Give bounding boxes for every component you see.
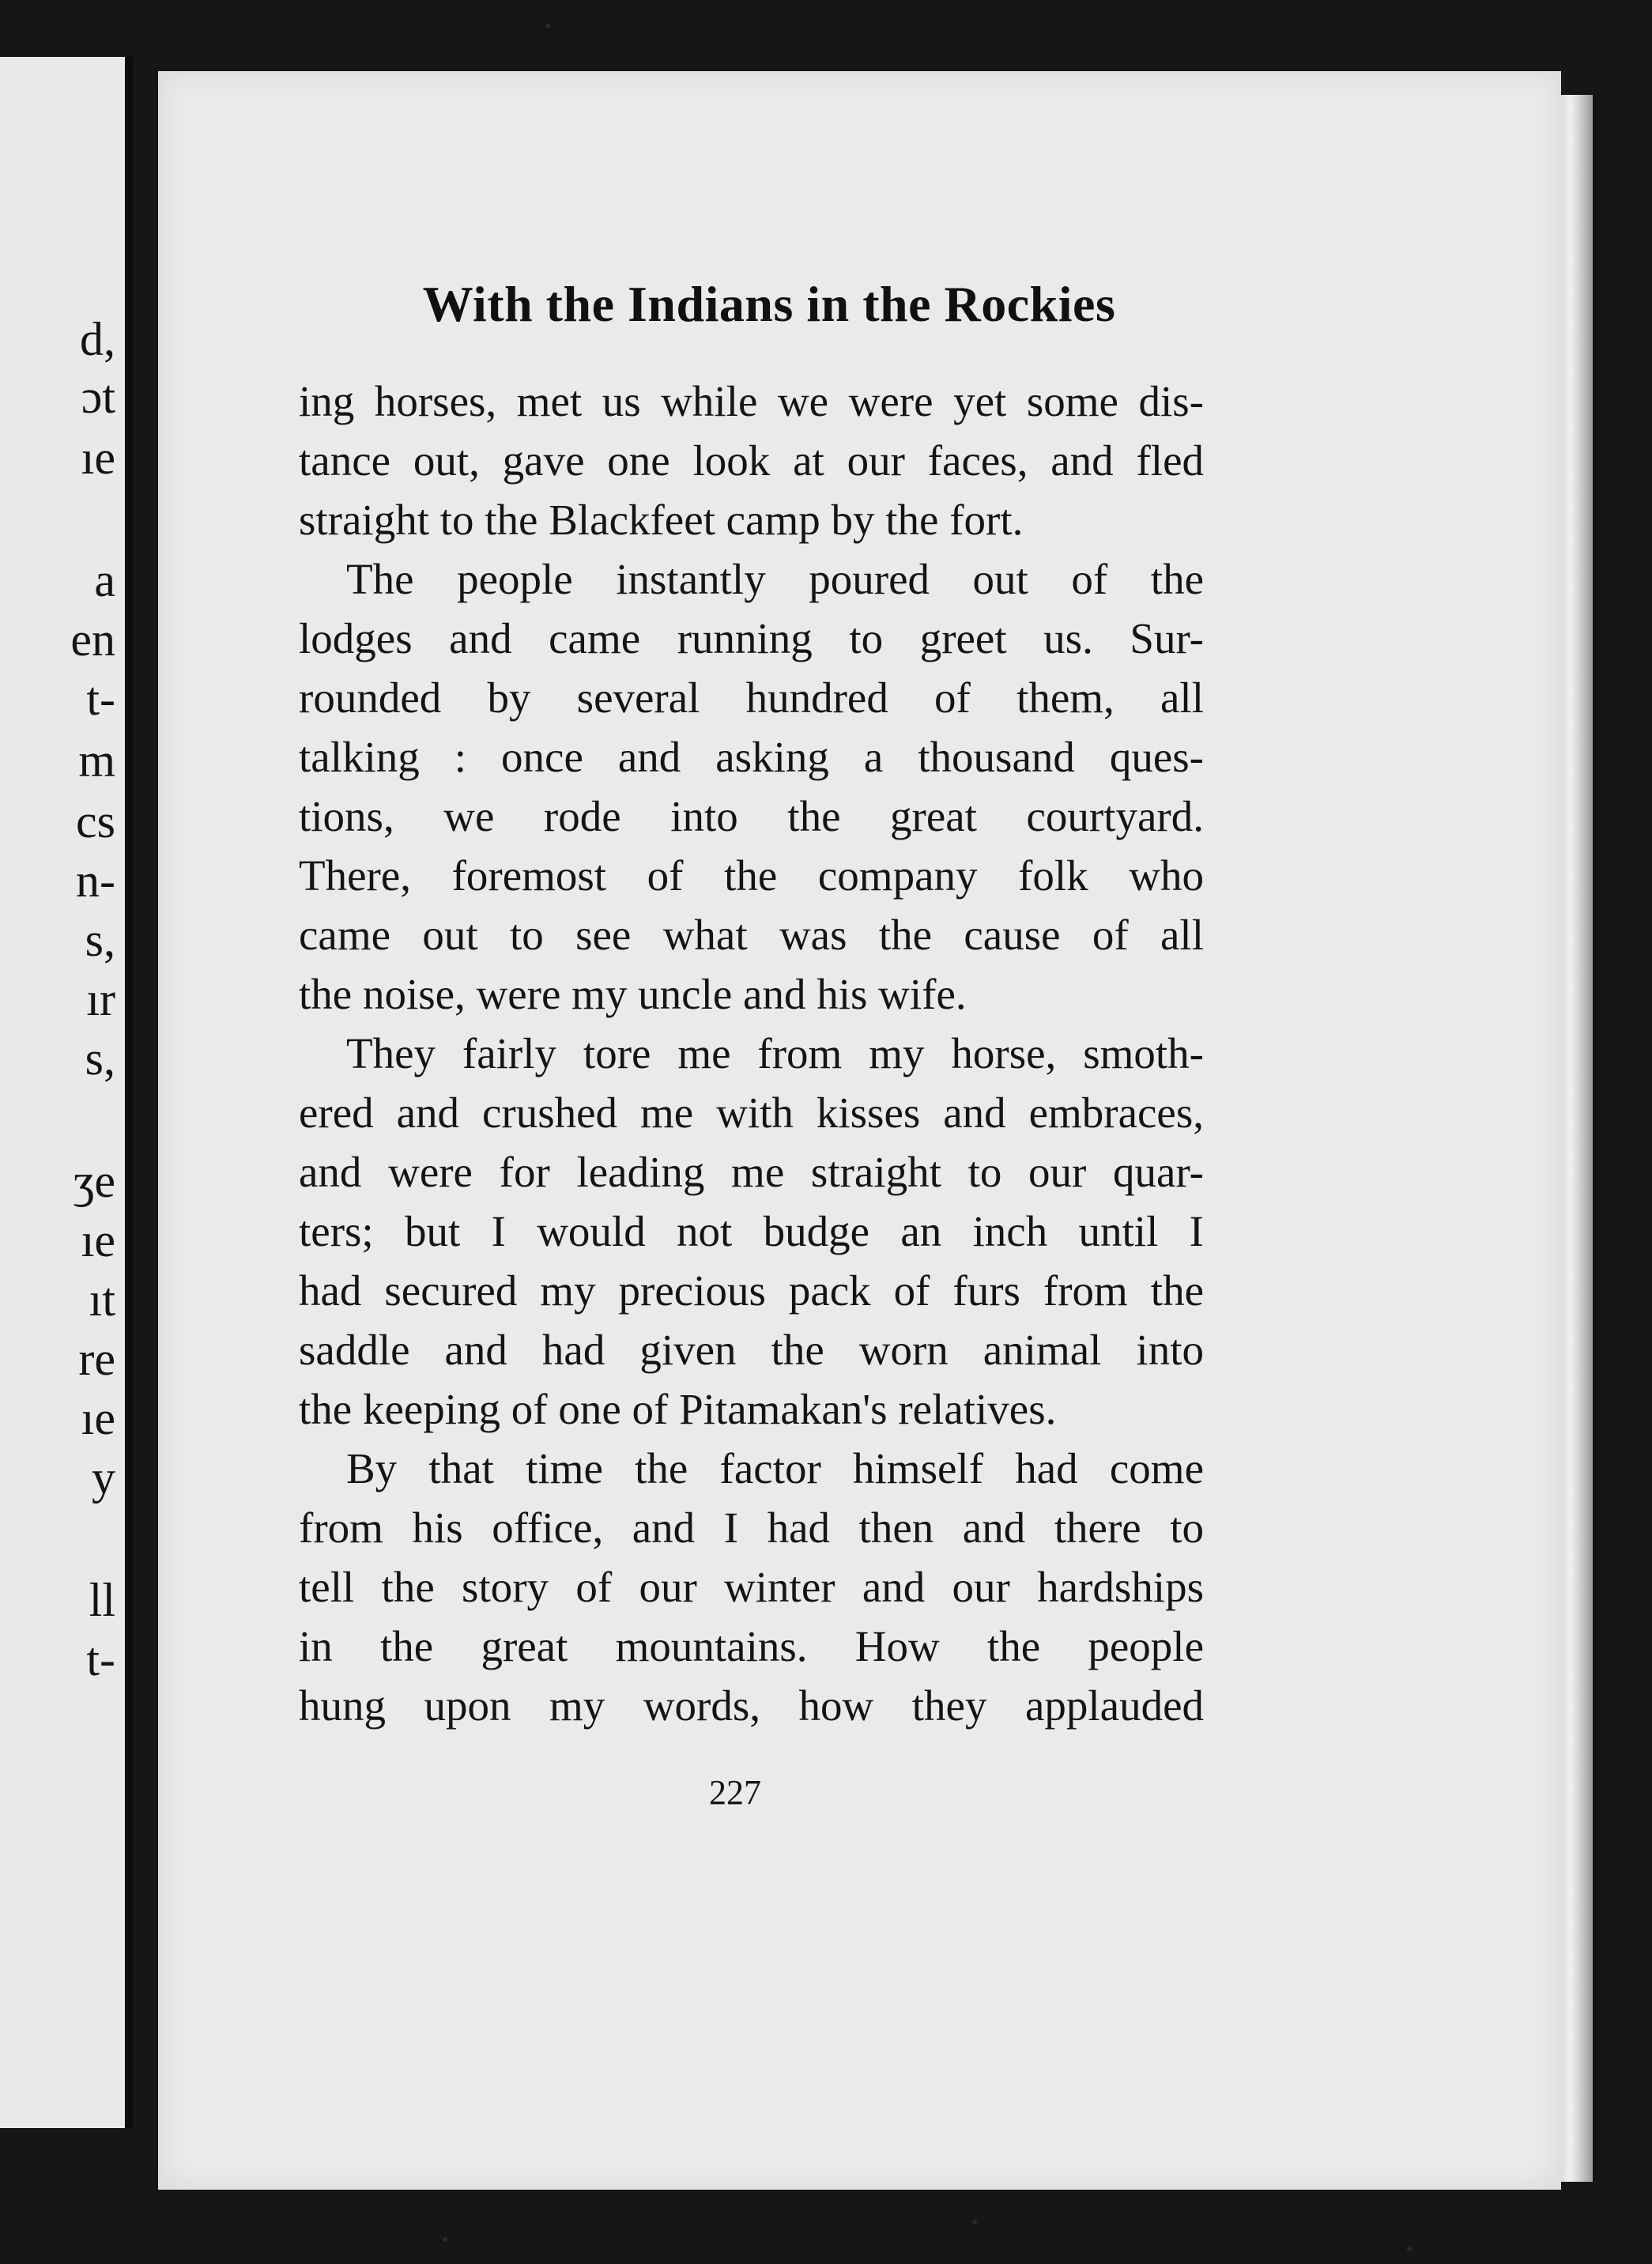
text-line: had secured my precious pack of furs from the xyxy=(299,1266,1204,1315)
left-page-fragment: ıe xyxy=(81,1392,115,1444)
left-page-fragment: cs xyxy=(76,795,115,847)
paragraph xyxy=(299,549,1204,1024)
left-page-fragment: s, xyxy=(85,1032,115,1085)
left-page-fragment: ıt xyxy=(89,1274,115,1326)
text-line: talking : once and asking a thousand ques- xyxy=(299,733,1204,781)
text-line: There, foremost of the company folk who xyxy=(299,851,1204,900)
left-page-fragment: t- xyxy=(86,673,115,725)
text-line: and were for leading me straight to our quar- xyxy=(299,1148,1204,1196)
left-page-fragment: en xyxy=(70,613,115,666)
text-line: came out to see what was the cause of all xyxy=(299,911,1204,959)
text-line: ters; but I would not budge an inch until I xyxy=(299,1207,1204,1255)
text-line: tions, we rode into the great courtyard. xyxy=(299,792,1204,840)
text-line: tell the story of our winter and our hardships xyxy=(299,1563,1204,1611)
text-line: the noise, were my uncle and his wife. xyxy=(299,970,967,1018)
text-line: rounded by several hundred of them, all xyxy=(299,674,1204,722)
paragraph xyxy=(299,1439,1204,1735)
text-line: ing horses, met us while we were yet some dis- xyxy=(299,377,1204,425)
left-page-fragment: y xyxy=(92,1451,115,1504)
text-line: hung upon my words, how they applauded xyxy=(299,1681,1204,1730)
left-page-fragment: ɔt xyxy=(81,371,115,423)
body-text xyxy=(299,372,1204,1735)
left-page-fragment: a xyxy=(94,554,115,606)
text-line: from his office, and I had then and there to xyxy=(299,1504,1204,1552)
paragraph xyxy=(299,372,1204,549)
text-line: in the great mountains. How the people xyxy=(299,1622,1204,1670)
text-line: ered and crushed me with kisses and embraces, xyxy=(299,1089,1204,1137)
left-page-fragment: ʒe xyxy=(73,1155,115,1207)
left-page-fragment: s, xyxy=(85,914,115,966)
text-line: the keeping of one of Pitamakan's relatives. xyxy=(299,1385,1057,1433)
page-edges xyxy=(1561,95,1593,2182)
left-page-fragment: d, xyxy=(80,313,115,365)
left-page-fragment: t- xyxy=(86,1633,115,1685)
paragraph xyxy=(299,1024,1204,1439)
running-head: With the Indians in the Rockies xyxy=(422,276,1116,332)
left-facing-page xyxy=(0,57,133,2128)
text-line: By that time the factor himself had come xyxy=(346,1444,1204,1492)
text-line: The people instantly poured out of the xyxy=(346,555,1204,603)
text-line: straight to the Blackfeet camp by the fort. xyxy=(299,496,1024,544)
left-page-fragment: ır xyxy=(86,973,115,1025)
left-page-fragment: m xyxy=(78,734,115,787)
left-page-fragment: n- xyxy=(76,855,115,907)
left-page-fragment: ll xyxy=(89,1574,115,1626)
left-page-fragment: re xyxy=(78,1333,115,1385)
text-line: saddle and had given the worn animal into xyxy=(299,1326,1204,1374)
text-line: lodges and came running to greet us. Sur- xyxy=(299,614,1204,662)
left-page-fragment: ıe xyxy=(81,432,115,484)
page-number: 227 xyxy=(709,1773,761,1812)
text-line: tance out, gave one look at our faces, and fled xyxy=(299,436,1204,485)
text-line: They fairly tore me from my horse, smoth- xyxy=(346,1029,1204,1077)
left-page-fragment: ıe xyxy=(81,1214,115,1266)
left-page-text-fragments xyxy=(0,57,133,2128)
